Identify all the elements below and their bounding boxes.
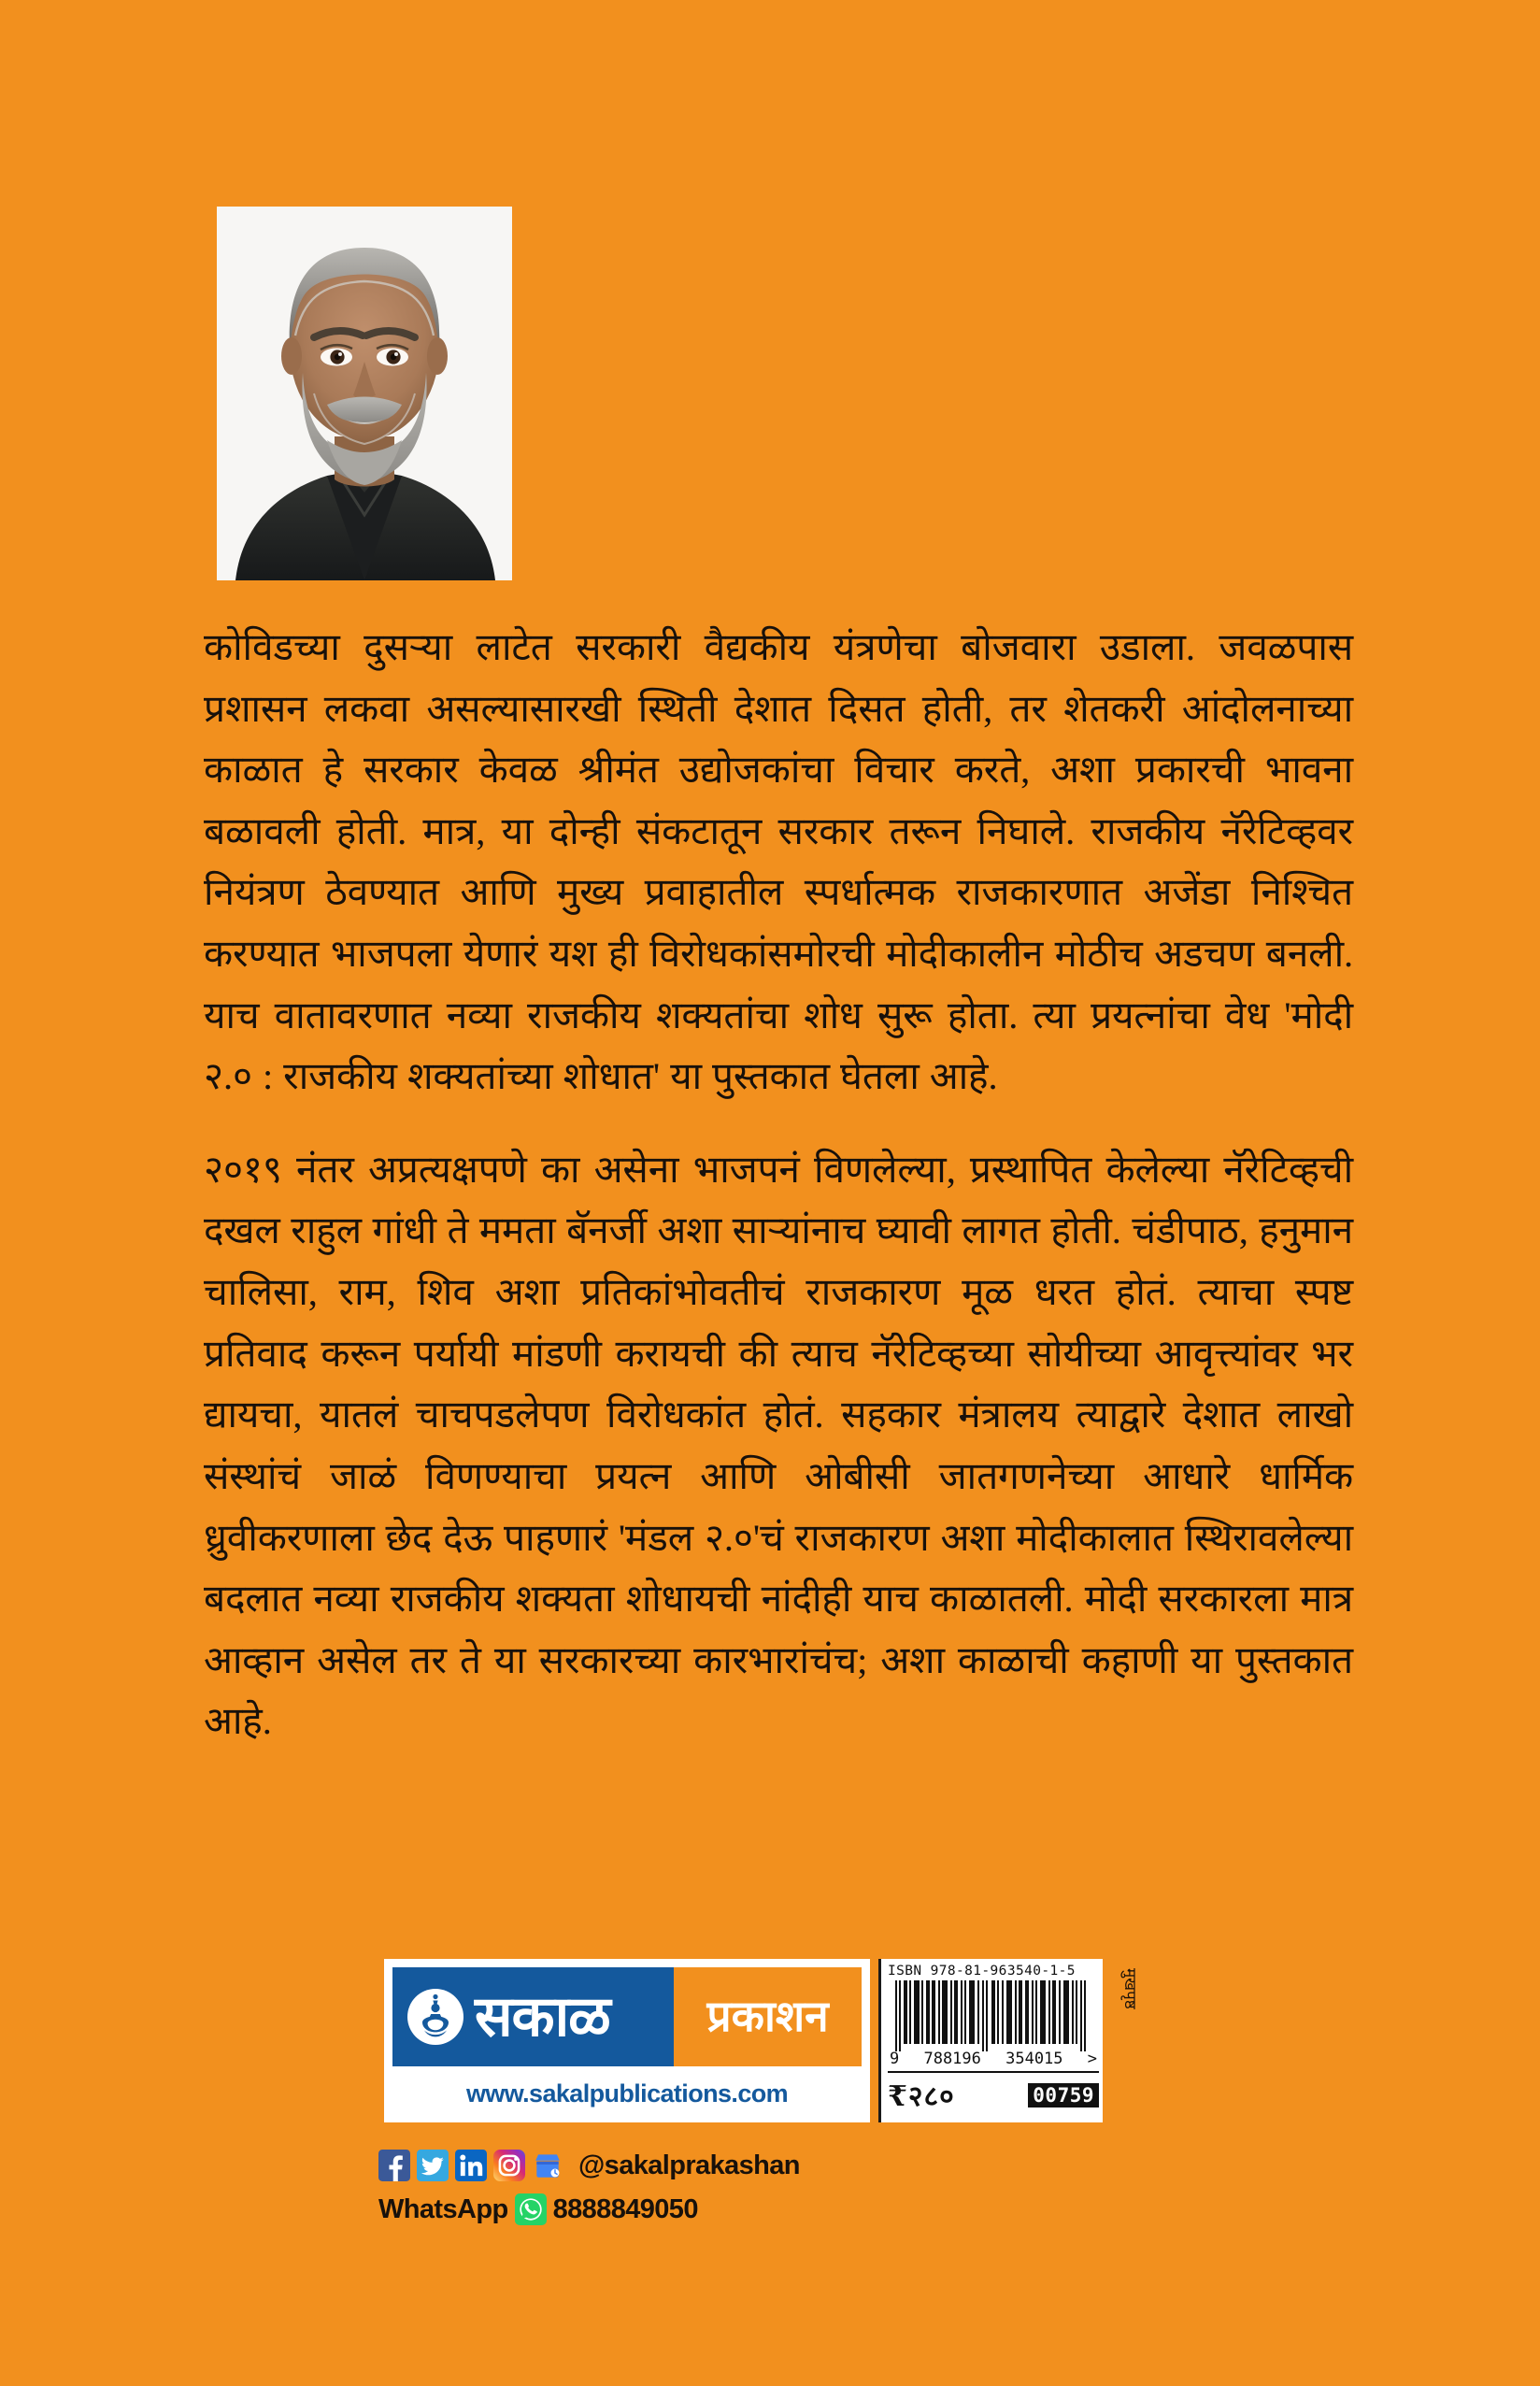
blurb-paragraph-2: २०१९ नंतर अप्रत्यक्षपणे का असेना भाजपनं विणलेल्या, प्रस्थापित केलेल्या नॅरेटिव्हची दखल राहुल गांधी ते ममता बॅनर्जी अशा साऱ्यांनाच घ्यावी लागत होती. चंडीपाठ, हनुमान चालिसा, राम, शिव अशा प्रतिकांभोवतीचं राजकारण मूळ धरत होतं. त्याचा स्पष्ट प्रतिवाद करून पर्यायी मांडणी करायची की त्याच नॅरेटिव्हच्या सोयीच्या आवृत्त्यांवर भर द्यायचा, यातलं चाचपडलेपण विरोधकांत होतं. सहकार मंत्रालय त्याद्वारे देशात लाखो संस्थांचं जाळं विणण्याचा प्रयत्न आणि ओबीसी जातगणनेच्या आधारे धार्मिक ध्रुवीकरणाला छेद देऊ पाहणारं 'मंडल २.०'चं राजकारण अशा मोदीकालात स्थिरावलेल्या बदलात नव्या राजकीय शक्यता शोधायची नांदीही याच काळातली. मोदी सरकारला मात्र आव्हान असेल तर ते या सरकारच्या कारभारांचंच; अशा काळाची कहाणी या पुस्तकात आहे. (204, 1148, 1353, 1743)
ean-group-1: 788196 (923, 2050, 981, 2068)
publisher-name-secondary-block (674, 1967, 862, 2066)
sakal-emblem-icon (406, 1987, 465, 2047)
publisher-name-secondary: प्रकाशन (706, 1993, 829, 2040)
price-row (888, 2071, 1099, 2114)
book-price: ₹२८० (888, 2081, 955, 2112)
back-cover-blurb (204, 617, 1353, 1752)
publisher-website-url[interactable]: www.sakalpublications.com (465, 2079, 789, 2107)
barcode-bars (888, 1980, 1095, 2051)
ean-group-2: 354015 (1005, 2050, 1063, 2068)
whatsapp-row (378, 2193, 698, 2225)
linkedin-icon[interactable] (455, 2150, 487, 2181)
blurb-paragraph-1: कोविडच्या दुसऱ्या लाटेत सरकारी वैद्यकीय यंत्रणेचा बोजवारा उडाला. जवळपास प्रशासन लकवा असल्यासारखी स्थिती देशात दिसत होती, तर शेतकरी आंदोलनाच्या काळात हे सरकार केवळ श्रीमंत उद्योजकांचा विचार करते, अशा प्रकारची भावना बळावली होती. मात्र, या दोन्ही संकटातून सरकार तरून निघाले. राजकीय नॅरेटिव्हवर नियंत्रण ठेवण्यात आणि मुख्य प्रवाहातील स्पर्धात्मक राजकारणात अजेंडा निश्चित करण्यात भाजपला येणारं यश ही विरोधकांसमोरची मोदीकालीन मोठीच अडचण बनली. याच वातावरणात नव्या राजकीय शक्यतांचा शोध सुरू होता. त्या प्रयत्नांचा वेध 'मोदी २.० : राजकीय शक्यतांच्या शोधात' या पुस्तकात घेतला आहे. (204, 626, 1353, 1098)
footer (0, 1879, 1540, 2271)
publisher-name-primary: सकाळ (475, 1986, 610, 2048)
isbn-label: ISBN 978-81-963540-1-5 (888, 1964, 1076, 1979)
whatsapp-icon[interactable] (515, 2193, 547, 2225)
whatsapp-label: WhatsApp (378, 2193, 508, 2224)
publisher-logo-card (384, 1959, 870, 2122)
whatsapp-number: 8888849050 (552, 2193, 698, 2224)
google-business-icon[interactable] (532, 2150, 563, 2181)
isbn-barcode-panel (878, 1959, 1103, 2122)
facebook-icon[interactable] (378, 2150, 410, 2181)
instagram-icon[interactable] (493, 2150, 525, 2181)
publisher-logo-strip (392, 1967, 862, 2066)
publisher-name-block (392, 1967, 674, 2066)
social-handle: @sakalprakashan (578, 2150, 800, 2180)
price-code-badge: 00759 (1028, 2083, 1099, 2107)
cover-credit-vertical-text: मुखपृष्ठ (1121, 1968, 1139, 2009)
author-photo (217, 207, 512, 580)
ean-left-digit: 9 (890, 2050, 900, 2068)
social-links-row (378, 2150, 800, 2181)
ean-digits (888, 2050, 1099, 2068)
ean-terminator: > (1087, 2050, 1097, 2068)
twitter-icon[interactable] (417, 2150, 449, 2181)
